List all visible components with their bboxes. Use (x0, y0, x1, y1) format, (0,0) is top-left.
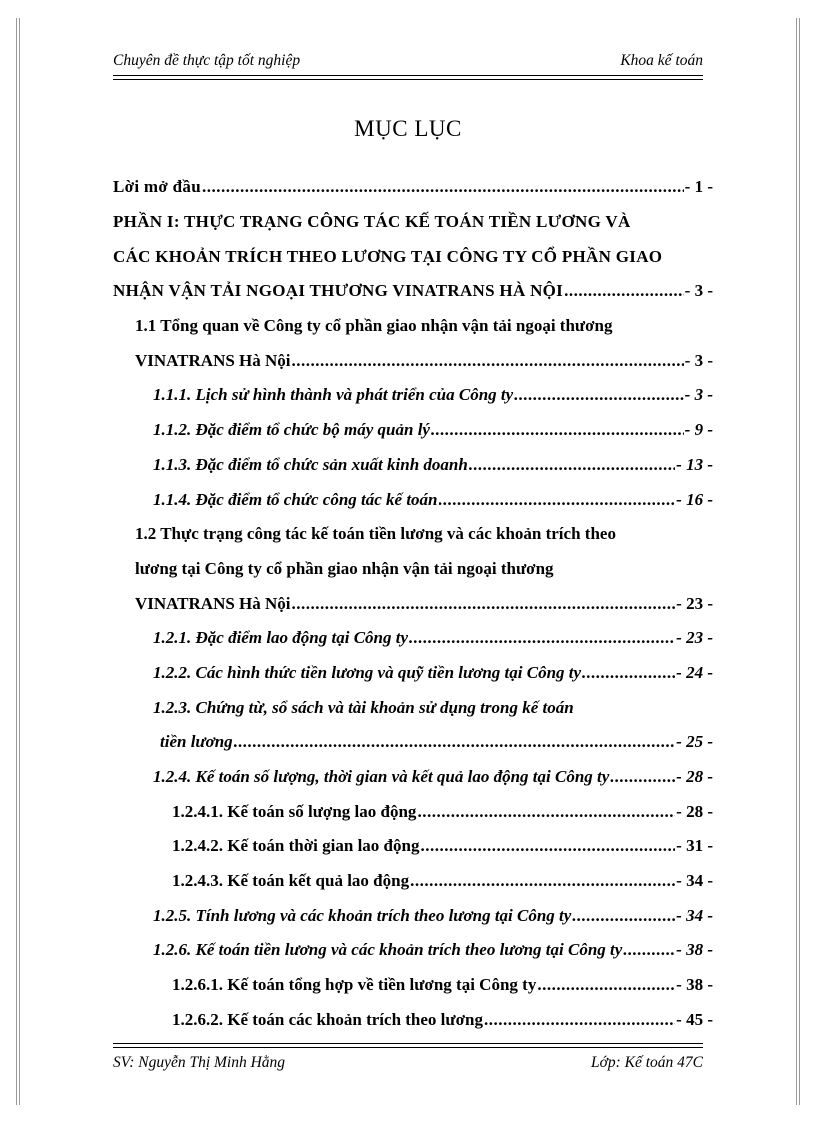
toc-entry[interactable]: 1.2.1. Đặc điểm lao động tại Công ty ..... - 23 - (113, 621, 713, 656)
header-right-text: Khoa kế toán (620, 52, 703, 69)
header-left-text: Chuyên đề thực tập tốt nghiệp (113, 52, 301, 69)
toc-entry[interactable]: 1.2 Thực trạng công tác kế toán tiền lương và các khoản trích theo (135, 524, 616, 544)
page-frame-left (16, 18, 20, 1105)
toc-entry[interactable]: CÁC KHOẢN TRÍCH THEO LƯƠNG TẠI CÔNG TY CỔ PHẦN GIAO (113, 246, 663, 266)
toc-entry[interactable]: 1.1.3. Đặc điểm tổ chức sản xuất kinh doanh ..... - 13 - (113, 448, 713, 483)
toc-entry[interactable]: 1.2.3. Chứng từ, sổ sách và tài khoản sử dụng trong kế toán (153, 697, 574, 717)
toc-entry[interactable]: 1.2.4.2. Kế toán thời gian lao động ..... - 31 - (113, 829, 713, 864)
toc-entry[interactable]: 1.2.4.3. Kế toán kết quả lao động ..... - 34 - (113, 864, 713, 899)
toc-entry[interactable]: NHẬN VẬN TẢI NGOẠI THƯƠNG VINATRANS HÀ NỘI ..... - 3 - (113, 274, 713, 309)
toc-entry[interactable]: 1.2.5. Tính lương và các khoản trích theo lương tại Công ty ..... - 34 - (113, 898, 713, 933)
toc-entry[interactable]: 1.1 Tổng quan về Công ty cổ phần giao nhận vận tải ngoại thương (135, 316, 613, 336)
toc-entry[interactable]: 1.2.4.1. Kế toán số lượng lao động ..... - 28 - (113, 794, 713, 829)
toc-entry[interactable]: 1.1.4. Đặc điểm tổ chức công tác kế toán ..... - 16 - (113, 482, 713, 517)
page-frame-right (796, 18, 800, 1105)
toc-entry[interactable]: 1.1.2. Đặc điểm tổ chức bộ máy quản lý ..... - 9 - (113, 413, 713, 448)
page-header (113, 52, 703, 70)
toc-entry[interactable]: lương tại Công ty cổ phần giao nhận vận tải ngoại thương (135, 558, 554, 578)
toc-entry[interactable]: tiền lương ..... - 25 - (113, 725, 713, 760)
toc-entry[interactable]: 1.2.6. Kế toán tiền lương và các khoản trích theo lương tại Công ty ..... - 38 - (113, 933, 713, 968)
toc-entry[interactable]: 1.1.1. Lịch sử hình thành và phát triển của Công ty ..... - 3 - (113, 378, 713, 413)
toc-entry[interactable]: 1.2.2. Các hình thức tiền lương và quỹ tiền lương tại Công ty ..... - 24 - (113, 656, 713, 691)
header-rule (113, 75, 703, 80)
toc-entry[interactable]: VINATRANS Hà Nội ..... - 23 - (113, 586, 713, 621)
toc-entry[interactable]: PHẦN I: THỰC TRẠNG CÔNG TÁC KẾ TOÁN TIỀN LƯƠNG VÀ (113, 212, 631, 232)
footer-rule (113, 1043, 703, 1048)
toc-entry[interactable]: 1.2.4. Kế toán số lượng, thời gian và kết quả lao động tại Công ty ..... - 28 - (113, 760, 713, 795)
page-footer (113, 1054, 703, 1072)
table-of-contents (113, 170, 713, 1037)
toc-entry[interactable]: 1.2.6.2. Kế toán các khoản trích theo lương ..... - 45 - (113, 1003, 713, 1038)
footer-student-name: SV: Nguyễn Thị Minh Hằng (113, 1054, 286, 1071)
toc-entry[interactable]: 1.2.6.1. Kế toán tổng hợp về tiền lương tại Công ty ..... - 38 - (113, 968, 713, 1003)
page-title: MỤC LỤC (354, 116, 462, 141)
toc-entry[interactable]: Lời mở đầu ..... - 1 - (113, 170, 713, 205)
footer-class: Lớp: Kế toán 47C (590, 1054, 703, 1071)
toc-entry[interactable]: VINATRANS Hà Nội ..... - 3 - (113, 343, 713, 378)
